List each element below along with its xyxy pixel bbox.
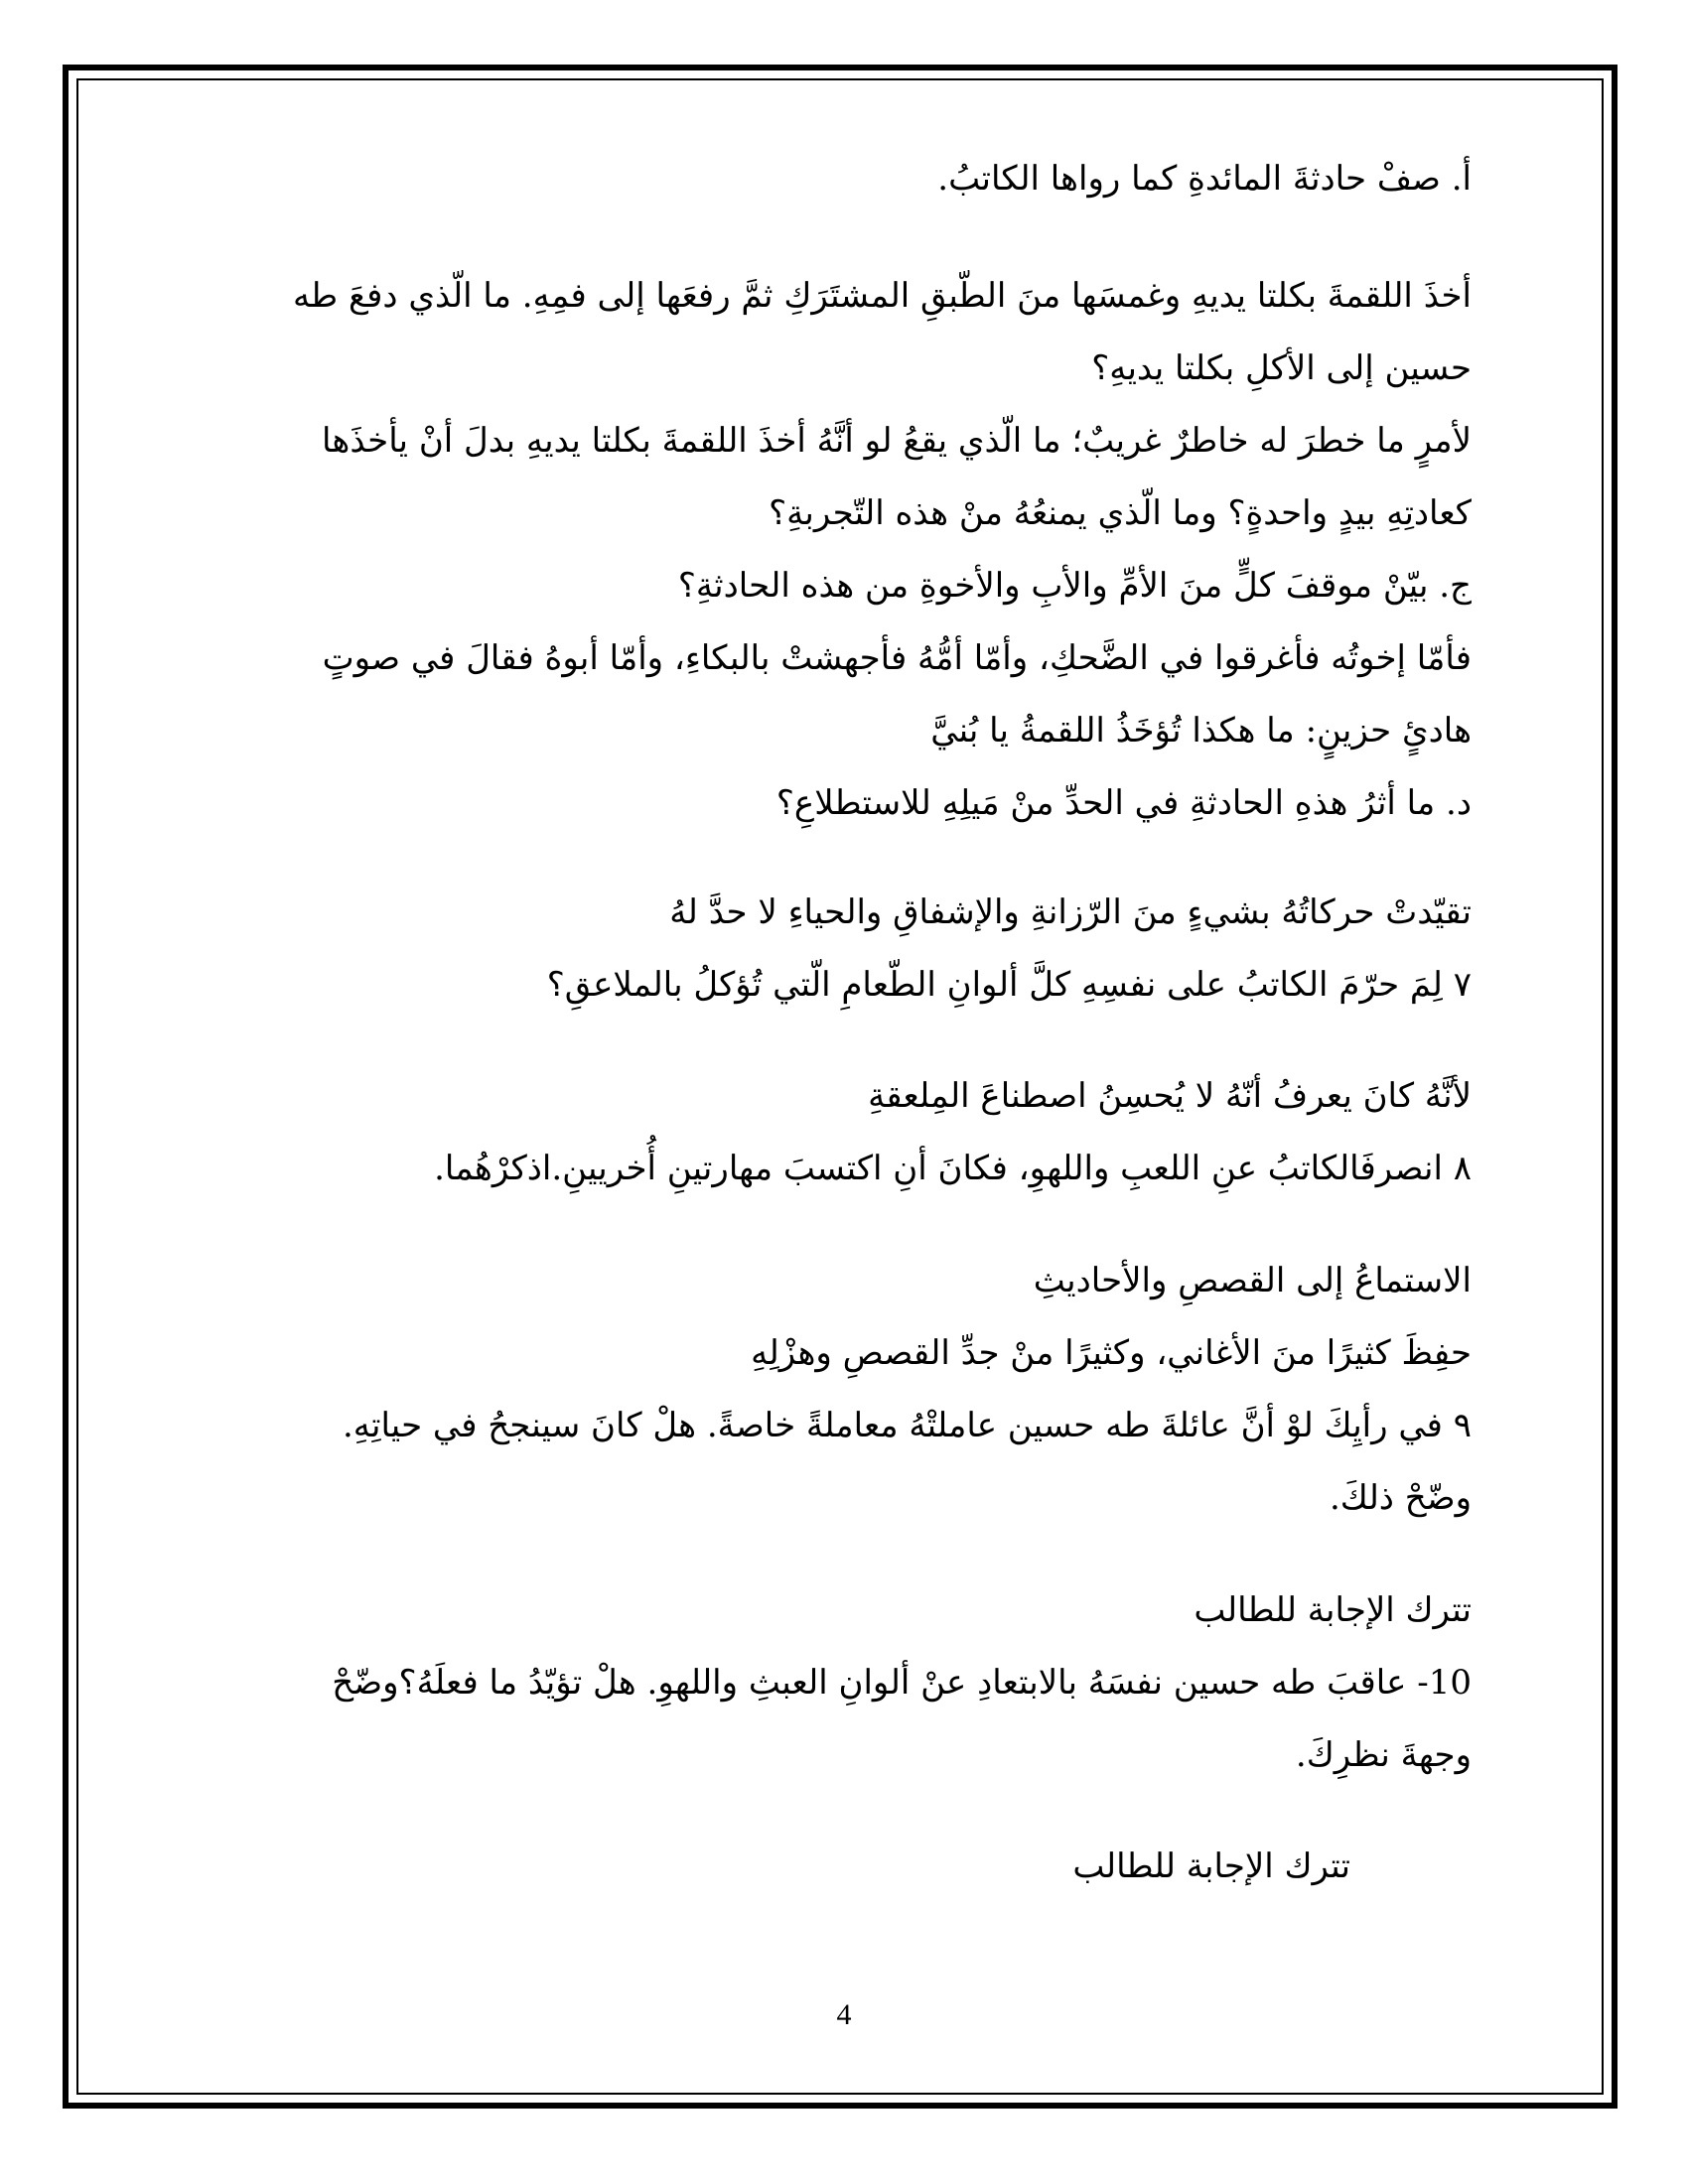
answer-c-line-2: هادئٍ حزينٍ: ما هكذا تُؤخَذُ اللقمةُ يا بُنيَّ <box>930 711 1472 751</box>
answer-8-line-2: حفِظَ كثيرًا منَ الأغاني، وكثيرًا منْ جدِّ القصصِ وهزْلِهِ <box>751 1333 1472 1373</box>
answer-8-line-1: الاستماعُ إلى القصصِ والأحاديثِ <box>1033 1261 1472 1300</box>
question-7: ٧ لِمَ حرّمَ الكاتبُ على نفسِهِ كلَّ ألوانِ الطّعامِ الّتي تُؤكلُ بالملاعقِ؟ <box>546 965 1472 1005</box>
answer-c-line-1: فأمّا إخوتُه فأغرقوا في الضَّحكِ، وأمّا أمُّهُ فأجهشتْ بالبكاءِ، وأمّا أبوهُ فقالَ في صوتٍ <box>322 638 1472 678</box>
answer-9: تترك الإجابة للطالب <box>1194 1590 1472 1630</box>
question-8: ٨ انصرفَالكاتبُ عنِ اللعبِ واللهوِ، فكانَ أنِ اكتسبَ مهارتينِ أُخريينِ.اذكرْهُما. <box>434 1149 1472 1188</box>
question-d: د. ما أثرُ هذهِ الحادثةِ في الحدِّ منْ مَيلِهِ للاستطلاعِ؟ <box>775 783 1472 823</box>
question-b-answer-line-2: كعادتِهِ بيدٍ واحدةٍ؟ وما الّذي يمنعُهُ منْ هذه التّجربةِ؟ <box>769 493 1472 533</box>
question-b-answer-line-1: لأمرٍ ما خطرَ له خاطرٌ غريبٌ؛ ما الّذي يقعُ لو أنَّهُ أخذَ اللقمةَ بكلتا يديهِ بدلَ أنْ يأخذَها <box>322 421 1472 461</box>
question-c: ج. بيّنْ موقفَ كلٍّ منَ الأمِّ والأبِ والأخوةِ من هذه الحادثةِ؟ <box>677 566 1472 606</box>
answer-10: تترك الإجابة للطالب <box>1072 1846 1350 1886</box>
question-10-line-2: وجهةَ نظرِكَ. <box>1295 1735 1472 1775</box>
answer-7: لأنَّهُ كانَ يعرفُ أنّهُ لا يُحسِنُ اصطناعَ المِلعقةِ <box>868 1076 1472 1116</box>
question-a: أ. صفْ حادثةَ المائدةِ كما رواها الكاتبُ. <box>937 159 1472 199</box>
answer-d: تقيّدتْ حركاتُهُ بشيءٍ منَ الرّزانةِ والإشفاقِ والحياءِ لا حدَّ لهُ <box>669 892 1472 932</box>
answer-a-line-1: أخذَ اللقمةَ بكلتا يديهِ وغمسَها منَ الطّبقِ المشتَرَكِ ثمَّ رفعَها إلى فمِهِ. ما الّذي دفعَ طه <box>292 276 1472 316</box>
page-number: 4 <box>836 1998 852 2031</box>
question-9-line-1: ٩ في رأيِكَ لوْ أنَّ عائلةَ طه حسين عاملتْهُ معاملةً خاصةً. هلْ كانَ سينجحُ في حياتِهِ. <box>342 1406 1472 1445</box>
question-10-line-1: 10- عاقبَ طه حسين نفسَهُ بالابتعادِ عنْ ألوانِ العبثِ واللهوِ. هلْ تؤيّدُ ما فعلَهُ؟وضّحْ <box>332 1663 1472 1703</box>
question-9-line-2: وضّحْ ذلكَ. <box>1329 1478 1472 1518</box>
answer-a-line-2: حسين إلى الأكلِ بكلتا يديهِ؟ <box>1091 348 1472 388</box>
